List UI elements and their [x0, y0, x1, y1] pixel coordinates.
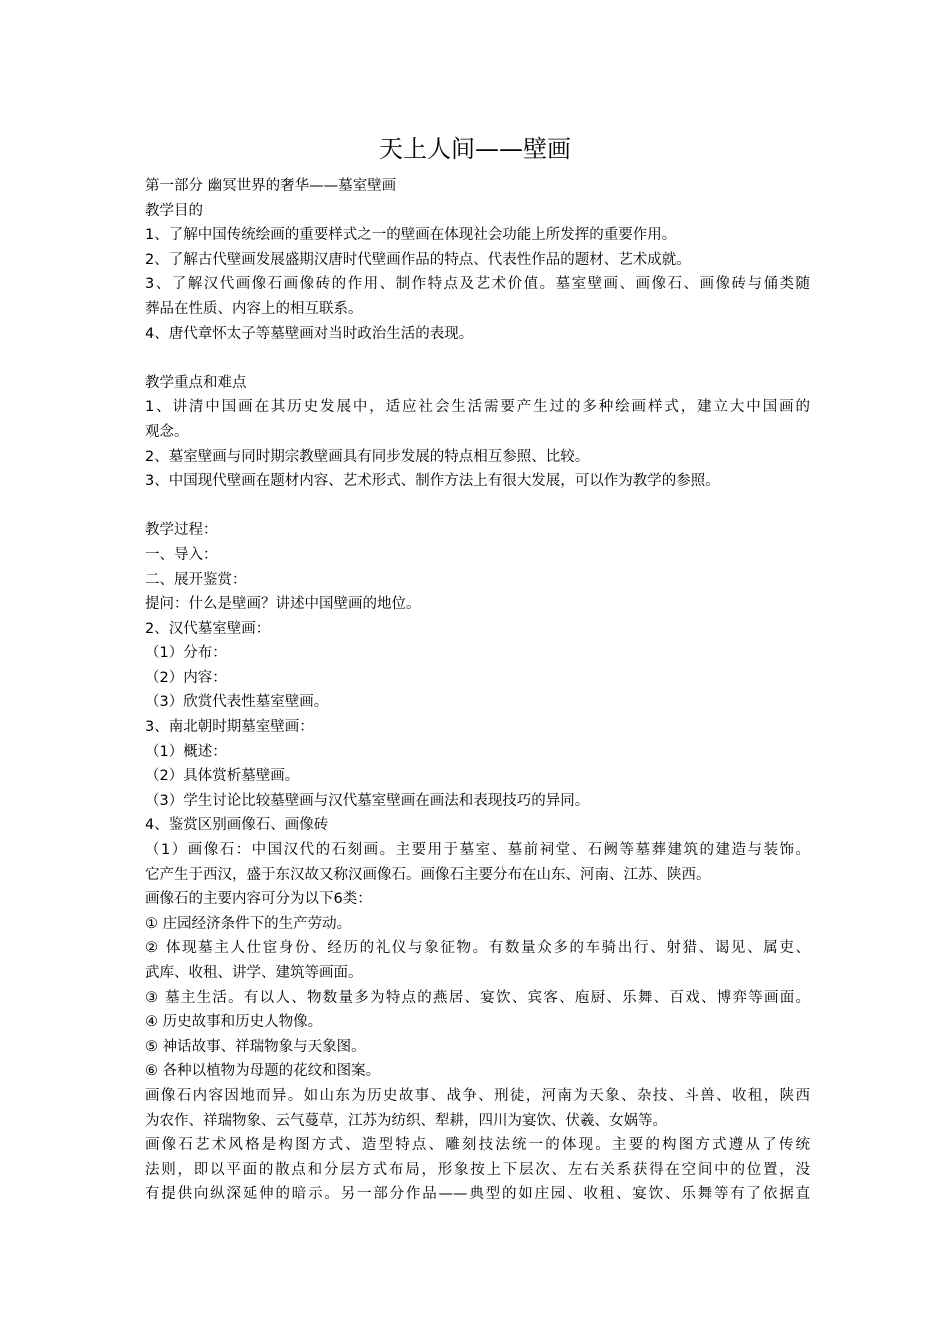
paragraph-line: 画像石内容因地而异。如山东为历史故事、战争、刑徒，河南为天象、杂技、斗兽、收租，陕西: [145, 1087, 810, 1104]
document-title: 天上人间——壁画: [379, 135, 571, 163]
paragraph-line: 2、汉代墓室壁画：: [145, 620, 271, 637]
blank-line: [145, 494, 810, 519]
subheading-objectives: 教学目的: [145, 202, 203, 219]
paragraph-line: （1）概述：: [145, 743, 227, 760]
paragraph-line: 3、南北朝时期墓室壁画：: [145, 719, 314, 736]
blank-line: [145, 346, 810, 371]
list-item: ④ 历史故事和历史人物像。: [145, 1014, 323, 1031]
list-item: ⑥ 各种以植物为母题的花纹和图案。: [145, 1063, 381, 1080]
list-item: ⑤ 神话故事、祥瑞物象与天象图。: [145, 1038, 366, 1055]
section-heading: 第一部分 幽冥世界的奢华——墓室壁画: [145, 178, 397, 194]
paragraph-line: （3）学生讨论比较墓壁画与汉代墓室壁画在画法和表现技巧的异同。: [145, 792, 590, 809]
paragraph-line: 画像石的主要内容可分为以下6类：: [145, 891, 372, 908]
paragraph-line: 一、导入：: [145, 546, 218, 563]
paragraph-line: 画像石艺术风格是构图方式、造型特点、雕刻技法统一的体现。主要的构图方式遵从了传统: [145, 1137, 810, 1154]
paragraph-line: （1）画像石：中国汉代的石刻画。主要用于墓室、墓前祠堂、石阙等墓葬建筑的建造与装饰。: [145, 842, 810, 859]
paragraph-line: 1、了解中国传统绘画的重要样式之一的壁画在体现社会功能上所发挥的重要作用。: [145, 227, 677, 244]
paragraph-line: 2、墓室壁画与同时期宗教壁画具有同步发展的特点相互参照、比较。: [145, 448, 590, 465]
paragraph-line: 二、展开鉴赏：: [145, 571, 247, 588]
paragraph-line: 它产生于西汉，盛于东汉故又称汉画像石。画像石主要分布在山东、河南、江苏、陕西。: [145, 866, 711, 883]
subheading-key-points: 教学重点和难点: [145, 374, 247, 391]
paragraph-line: 3、中国现代壁画在题材内容、艺术形式、制作方法上有很大发展，可以作为教学的参照。: [145, 473, 720, 490]
paragraph-line: 提问：什么是壁画？讲述中国壁画的地位。: [145, 596, 421, 613]
paragraph-line: （2）内容：: [145, 669, 227, 686]
paragraph-line: 4、唐代章怀太子等墓壁画对当时政治生活的表现。: [145, 325, 474, 342]
list-item: ② 体现墓主人仕宦身份、经历的礼仪与象征物。有数量众多的车骑出行、射猎、谒见、属吏、: [145, 940, 810, 957]
subheading-process: 教学过程：: [145, 522, 218, 539]
paragraph-line: 观念。: [145, 423, 189, 440]
paragraph-line: 1、讲清中国画在其历史发展中，适应社会生活需要产生过的多种绘画样式，建立大中国画的: [145, 399, 810, 416]
document-body: [145, 174, 810, 1207]
paragraph-line: 为农作、祥瑞物象、云气蔓草，江苏为纺织、犁耕，四川为宴饮、伏羲、女娲等。: [145, 1112, 667, 1129]
list-item: ③ 墓主生活。有以人、物数量多为特点的燕居、宴饮、宾客、庖厨、乐舞、百戏、博弈等画面。: [145, 989, 810, 1006]
paragraph-line: （2）具体赏析墓壁画。: [145, 768, 300, 785]
paragraph-line: 葬品在性质、内容上的相互联系。: [145, 300, 363, 317]
paragraph-line: 3、了解汉代画像石画像砖的作用、制作特点及艺术价值。墓室壁画、画像石、画像砖与俑类随: [145, 276, 810, 293]
paragraph-line: （1）分布：: [145, 645, 227, 662]
list-item: ① 庄园经济条件下的生产劳动。: [145, 915, 352, 932]
paragraph-line: 有提供向纵深延伸的暗示。另一部分作品——典型的如庄园、收租、宴饮、乐舞等有了依据直: [145, 1186, 810, 1203]
paragraph-line: 4、鉴赏区别画像石、画像砖: [145, 817, 329, 834]
paragraph-line: 武库、收租、讲学、建筑等画面。: [145, 965, 363, 981]
paragraph-line: （3）欣赏代表性墓室壁画。: [145, 694, 329, 711]
paragraph-line: 法则，即以平面的散点和分层方式布局，形象按上下层次、左右关系获得在空间中的位置，没: [145, 1161, 810, 1178]
paragraph-line: 2、了解古代壁画发展盛期汉唐时代壁画作品的特点、代表性作品的题材、艺术成就。: [145, 251, 691, 268]
